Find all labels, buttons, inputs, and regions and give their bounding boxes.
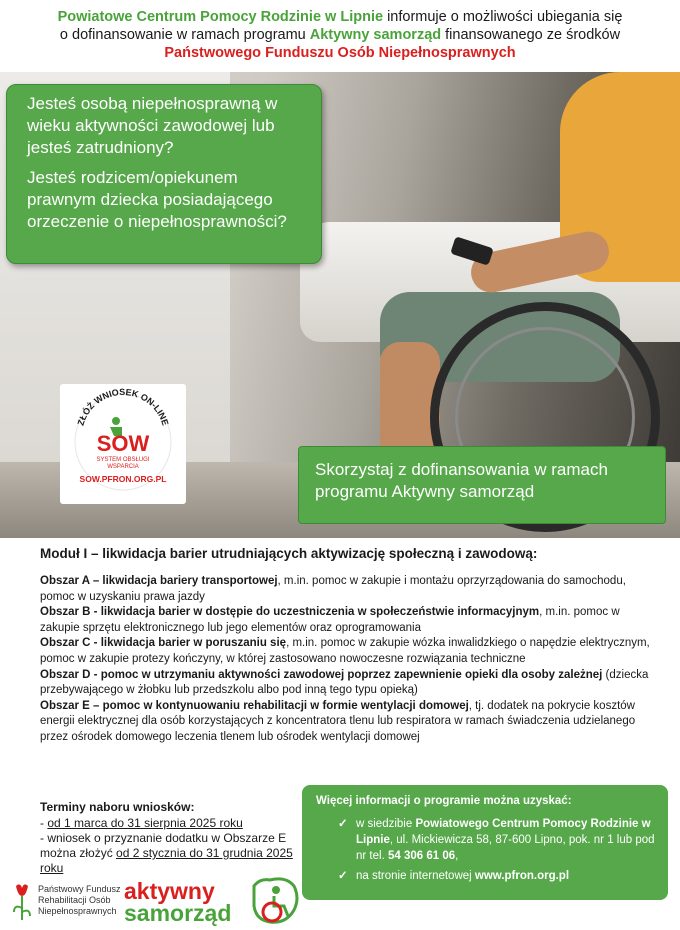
area-b: Obszar B - likwidacja barier w dostępie do uczestniczenia w społeczeństwie informacyjnym, m.in. pomoc w zakupie sprzętu elektronicznego lub jego elementów oraz oprogramowania [40,606,620,634]
header [0,0,680,72]
header-line-1: Powiatowe Centrum Pomocy Rodzinie w Lipnie informuje o możliwości ubiegania się [57,9,623,25]
area-c: Obszar C - likwidacja barier w poruszaniu się, m.in. pomoc w zakupie wózka inwalidzkiego o napędzie elektrycznym, pomoc w zakupie protezy kończyny, w której zastosowano nowoczesne rozwiązania techniczne [40,637,650,665]
sow-arc-text: ZŁÓŻ WNIOSEK ON-LINE [75,386,171,427]
svg-text:SYSTEM OBSŁUGI: SYSTEM OBSŁUGI [96,457,150,463]
terms-title: Terminy naboru wniosków: [40,800,195,814]
wheelchair-icon [246,876,302,928]
terms-section [40,800,300,876]
cta-box [298,446,666,524]
header-line-3: Państwowego Funduszu Osób Niepełnosprawnych [164,45,516,61]
sow-logo[interactable] [60,384,186,504]
questions-box [6,84,322,264]
info-list [316,816,658,884]
cta-text: Skorzystaj z dofinansowania w ramach programu Aktywny samorząd [315,460,608,501]
area-d: Obszar D - pomoc w utrzymaniu aktywności zawodowej poprzez zapewnienie opieki dla osoby zależnej (dziecka przebywającego w żłobku lub przedszkolu albo pod inną tego typu opieką) [40,668,649,697]
pfron-tulip-icon [12,882,36,922]
info-item-office: ✓ w siedzibie Powiatowego Centrum Pomocy Rodzinie w Lipnie, ul. Mickiewicza 58, 87-600 Lipno, pok. nr 1 lub pod nr tel. 54 306 61 06, [338,818,655,862]
info-title: Więcej informacji o programie można uzyskać: [316,795,572,807]
area-e: Obszar E – pomoc w kontynuowaniu rehabilitacji w formie wentylacji domowej, tj. dodatek na pokrycie kosztów energii elektrycznej dla osób korzystających z koncentratora tlenu lub respiratora w ramach świadczenia udzielanego przez ośrodek domowego leczenia tlenem lub ośrodek wentylacji domowej [40,699,636,743]
sow-brand: SOW [96,431,150,456]
module-section [40,546,660,746]
terms-line-2: - wniosek o przyznanie dodatku w Obszarze E można złożyć od 2 stycznia do 31 grudnia 2025 roku [40,831,293,875]
terms-line-1: - od 1 marca do 31 sierpnia 2025 roku [40,816,243,830]
aktywny-samorzad-logo: aktywny samorząd [124,878,232,926]
info-box [302,785,668,900]
header-line-2: o dofinansowanie w ramach programu Aktywny samorząd finansowanego ze środków [59,27,621,43]
sow-url: SOW.PFRON.ORG.PL [79,474,167,484]
question-2: Jesteś rodzicem/opiekunem prawnym dziecka posiadającego orzeczenie o niepełnosprawności? [27,168,287,231]
area-a: Obszar A – likwidacja bariery transportowej, m.in. pomoc w zakupie i montażu oprzyrządowania do samochodu, pomoc w uzyskaniu prawa jazdy [40,575,626,603]
check-icon: ✓ [338,818,348,830]
module-title: Moduł I – likwidacja barier utrudniających aktywizację społeczną i zawodową: [40,546,538,561]
question-1: Jesteś osobą niepełnosprawną w wieku aktywności zawodowej lub jesteś zatrudniony? [27,94,278,157]
website-link[interactable]: www.pfron.org.pl [474,870,570,882]
check-icon: ✓ [338,870,348,882]
pfron-logo: Państwowy Fundusz Rehabilitacji Osób Niepełnosprawnych [12,880,132,924]
info-item-website: ✓ na stronie internetowej www.pfron.org.pl [338,870,570,882]
svg-text:WSPARCIA: WSPARCIA [107,464,139,470]
